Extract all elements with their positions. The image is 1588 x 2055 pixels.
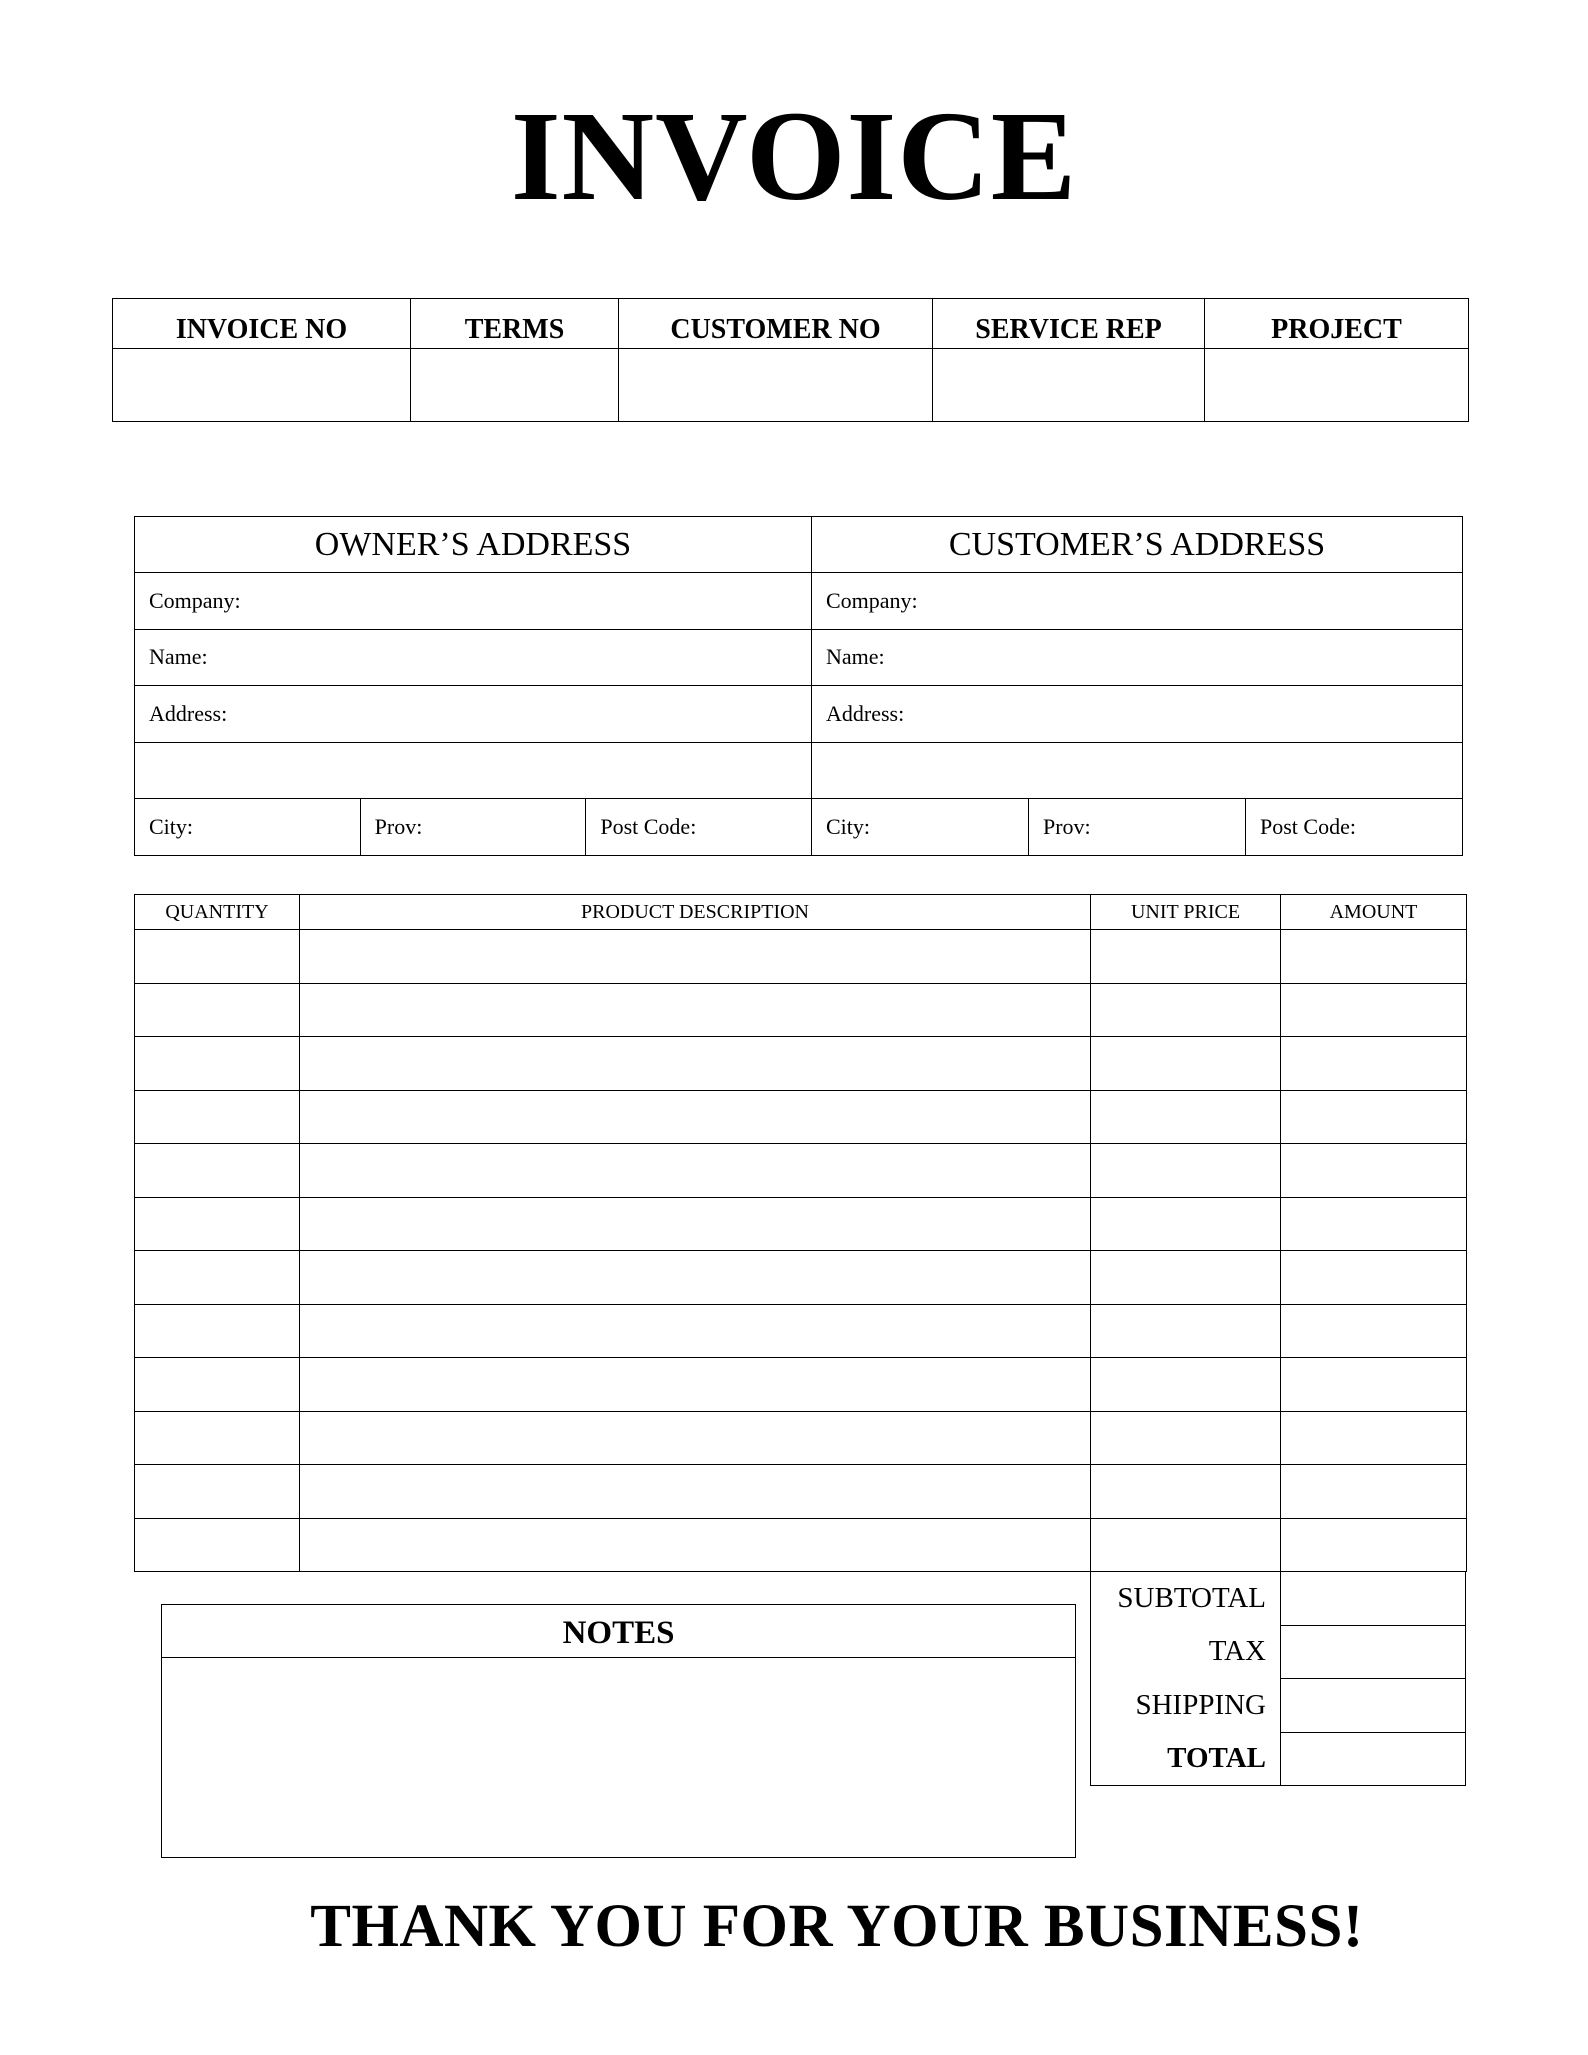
header-row [113,299,1469,349]
customer-postcode-field[interactable] [1246,799,1462,855]
thank-you-message: THANK YOU FOR YOUR BUSINESS! [310,1893,1364,1960]
quantity-cell[interactable] [135,1090,300,1144]
owner-company-field[interactable] [135,573,812,630]
customer-no-header: CUSTOMER NO [619,299,933,349]
notes-heading: NOTES [162,1605,1075,1658]
prov-label: Prov: [1043,813,1091,839]
unit-price-cell[interactable] [1091,983,1281,1037]
total-label: TOTAL [1091,1732,1281,1786]
tax-field[interactable] [1281,1625,1466,1679]
owner-city-prov-post-row [135,799,812,856]
description-cell[interactable] [300,1037,1091,1091]
unit-price-cell[interactable] [1091,1518,1281,1572]
amount-cell[interactable] [1281,1144,1467,1198]
amount-cell[interactable] [1281,1518,1467,1572]
customer-no-field[interactable] [619,349,933,422]
invoice-title: INVOICE [510,85,1078,227]
description-cell[interactable] [300,930,1091,984]
service-rep-header: SERVICE REP [933,299,1205,349]
postcode-label: Post Code: [600,813,697,839]
quantity-cell[interactable] [135,1251,300,1305]
description-cell[interactable] [300,1518,1091,1572]
quantity-cell[interactable] [135,1144,300,1198]
table-row [135,983,1467,1037]
company-label: Company: [826,587,918,613]
table-row [135,1411,1467,1465]
tax-label: TAX [1091,1625,1281,1679]
project-header: PROJECT [1205,299,1469,349]
notes-box [161,1604,1076,1858]
description-cell[interactable] [300,1251,1091,1305]
unit-price-cell[interactable] [1091,1037,1281,1091]
quantity-cell[interactable] [135,1465,300,1519]
city-label: City: [826,813,871,839]
subtotal-label: SUBTOTAL [1091,1572,1281,1626]
owner-address-heading: OWNER’S ADDRESS [135,517,812,573]
description-cell[interactable] [300,1144,1091,1198]
quantity-cell[interactable] [135,930,300,984]
unit-price-cell[interactable] [1091,1304,1281,1358]
customer-address-line2-field[interactable] [812,742,1463,799]
invoice-no-field[interactable] [113,349,411,422]
shipping-field[interactable] [1281,1679,1466,1733]
table-row [135,1304,1467,1358]
quantity-header: QUANTITY [135,895,300,930]
customer-prov-field[interactable] [1029,799,1246,855]
table-row [135,1251,1467,1305]
amount-cell[interactable] [1281,1465,1467,1519]
shipping-label: SHIPPING [1091,1679,1281,1733]
address-label: Address: [149,700,228,726]
customer-city-prov-post-row [812,799,1463,856]
quantity-cell[interactable] [135,1358,300,1412]
name-label: Name: [149,644,208,670]
quantity-cell[interactable] [135,1197,300,1251]
quantity-cell[interactable] [135,1411,300,1465]
unit-price-cell[interactable] [1091,1144,1281,1198]
unit-price-cell[interactable] [1091,1090,1281,1144]
city-label: City: [149,813,194,839]
unit-price-cell[interactable] [1091,1358,1281,1412]
prov-label: Prov: [374,813,423,839]
description-cell[interactable] [300,1304,1091,1358]
table-row [135,1465,1467,1519]
postcode-label: Post Code: [1260,813,1356,839]
line-items-table [134,894,1467,1572]
amount-cell[interactable] [1281,1037,1467,1091]
table-row [135,1090,1467,1144]
table-row [135,930,1467,984]
line-items-header-row [135,895,1467,930]
amount-cell[interactable] [1281,930,1467,984]
total-field[interactable] [1281,1732,1466,1786]
unit-price-cell[interactable] [1091,1411,1281,1465]
unit-price-cell[interactable] [1091,930,1281,984]
amount-cell[interactable] [1281,983,1467,1037]
customer-city-field[interactable] [812,799,1029,855]
quantity-cell[interactable] [135,983,300,1037]
customer-name-field[interactable] [812,629,1463,686]
table-row [135,1358,1467,1412]
description-cell[interactable] [300,1090,1091,1144]
unit-price-cell[interactable] [1091,1465,1281,1519]
unit-price-cell[interactable] [1091,1251,1281,1305]
owner-address-line2-field[interactable] [135,742,812,799]
owner-name-field[interactable] [135,629,812,686]
customer-company-field[interactable] [812,573,1463,630]
customer-address-heading: CUSTOMER’S ADDRESS [812,517,1463,573]
amount-header: AMOUNT [1281,895,1467,930]
unit-price-cell[interactable] [1091,1197,1281,1251]
table-row [135,1518,1467,1572]
quantity-cell[interactable] [135,1304,300,1358]
invoice-header-table [112,298,1469,422]
description-cell[interactable] [300,1465,1091,1519]
quantity-cell[interactable] [135,1037,300,1091]
table-row [135,1037,1467,1091]
table-row [135,1197,1467,1251]
product-description-header: PRODUCT DESCRIPTION [300,895,1091,930]
terms-header: TERMS [411,299,619,349]
amount-cell[interactable] [1281,1197,1467,1251]
customer-address-field[interactable] [812,686,1463,743]
description-cell[interactable] [300,1358,1091,1412]
amount-cell[interactable] [1281,1090,1467,1144]
header-values-row [113,349,1469,422]
amount-cell[interactable] [1281,1304,1467,1358]
line-items-body [135,930,1467,1572]
table-row [135,1144,1467,1198]
owner-prov-field[interactable] [361,799,587,855]
owner-city-field[interactable] [135,799,361,855]
amount-cell[interactable] [1281,1251,1467,1305]
totals-table [1090,1571,1466,1786]
owner-address-field[interactable] [135,686,812,743]
owner-postcode-field[interactable] [586,799,811,855]
description-cell[interactable] [300,983,1091,1037]
notes-field[interactable] [162,1658,1075,1858]
description-cell[interactable] [300,1411,1091,1465]
terms-field[interactable] [411,349,619,422]
address-table [134,516,1463,856]
quantity-cell[interactable] [135,1518,300,1572]
subtotal-field[interactable] [1281,1572,1466,1626]
description-cell[interactable] [300,1197,1091,1251]
amount-cell[interactable] [1281,1411,1467,1465]
company-label: Company: [149,587,241,613]
address-label: Address: [826,700,905,726]
amount-cell[interactable] [1281,1358,1467,1412]
service-rep-field[interactable] [933,349,1205,422]
unit-price-header: UNIT PRICE [1091,895,1281,930]
name-label: Name: [826,644,885,670]
invoice-no-header: INVOICE NO [113,299,411,349]
project-field[interactable] [1205,349,1469,422]
